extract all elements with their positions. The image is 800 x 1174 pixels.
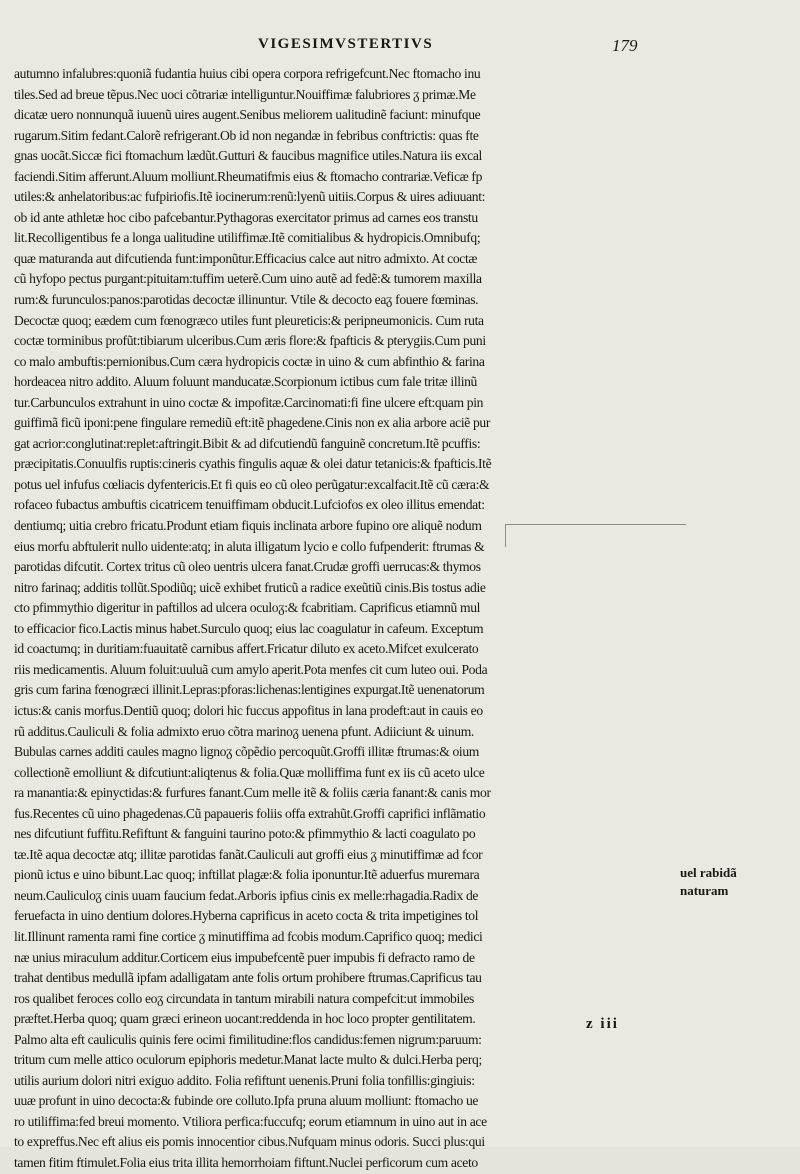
text-line: fus.Recentes cũ uino phagedenas.Cũ papaueris foliis offa extrahũt.Groffi caprifici inflãmatio: [14, 805, 486, 821]
text-line: ictus:& canis morfus.Dentiũ quoq; dolori hic fuccus appofitus in lana prodeft:aut in cauis eo: [14, 702, 483, 718]
text-line: næ unius miraculum additur.Corticem eius impubefcentẽ puer impubis fi defracto ramo de: [14, 949, 475, 965]
text-line: tæ.Itẽ aqua decoctæ atq; illitæ parotidas fanãt.Cauliculi aut groffi eius ᵹ minutiffimæ ad fcor: [14, 846, 483, 862]
text-line: ro utiliffima:fed breui momento. Vtiliora perfica:fuccufq; eorum etiamnum in uino aut in ace: [14, 1113, 487, 1129]
text-line: autumno infalubres:quoniã fudantia huius cibi opera corpora refrigefcunt.Nec ftomacho inu: [14, 66, 481, 81]
text-line: gnas uocãt.Siccæ fici ftomachum lædũt.Gutturi & faucibus magnifice utiles.Natura iis excal: [14, 148, 482, 164]
text-line: utilis aurium dolori nitri exiguo addito. Folia refiftunt uenenis.Pruni folia tonfillis:gingiuis:: [14, 1072, 475, 1088]
text-line: hordeacea nitro addito. Aluum foluunt manducatæ.Scorpionum ictibus cum fale tritæ illinũ: [14, 374, 478, 390]
text-line: Palmo alta eft cauliculis quinis fere ocimi fimilitudine:flos candidus:femen nigrum:paruum:: [14, 1031, 482, 1047]
text-line: id coactumq; in duritiam:fuauitatẽ carnibus affert.Fricatur diluto ex aceto.Mifcet exulcerato: [14, 641, 479, 657]
text-line: eius morfu abftulerit nullo uidente:atq; in aluta illigatum lycio e collo fufpenderit: ftrumas &: [14, 538, 485, 554]
text-line: faciendi.Sitim afferunt.Aluum molliunt.Rheumatifmis eius & ftomacho contrariæ.Veficæ fp: [14, 168, 483, 184]
text-line: guiffimã ficũ iponi:pene fingulare remediũ eft:itẽ phagedene.Cinis non ex alia arbore aciẽ pur: [14, 415, 491, 431]
text-line: præcipitatis.Conuulfis ruptis:cineris cyathis fingulis aquæ & olei datur tetanicis:& fpafticis.Itẽ: [14, 456, 492, 472]
text-line: neum.Cauliculoᵹ cinis uuam faucium fedat.Arboris ipfius cinis ex melle:rhagadia.Radix de: [14, 887, 479, 903]
text-line: Decoctæ quoq; eædem cum fœnogræco utiles funt pleureticis:& peripneumonicis. Cum ruta: [14, 312, 484, 328]
text-line: tur.Carbunculos extrahunt in uino coctæ & impofitæ.Carcinomati:fi fine ulcere eft:quam pin: [14, 394, 484, 410]
text-line: ra manantia:& epinyctidas:& furfures fanant.Cum melle itẽ & foliis cæria fanant:& canis mor: [14, 785, 491, 801]
text-line: rofaceo fubactus ambuftis cicatricem tenuiffimam obducit.Lufciofos ex oleo illitus emendat:: [14, 497, 485, 513]
text-line: co malo ambuftis:pernionibus.Cum cæra hydropicis coctæ in uino & cum abfinthio & farina: [14, 353, 485, 369]
text-line: tiles.Sed ad breue tẽpus.Nec uoci cõtrariæ intelliguntur.Nouiffimæ falubriores ᵹ primæ.Me: [14, 86, 476, 102]
text-line: coctæ torminibus profũt:tibiarum ulceribus.Cum æris flore:& fpafticis & pterygiis.Cum puni: [14, 333, 486, 349]
text-line: utiles:& anhelatoribus:ac fufpiriofis.Itẽ iocinerum:renũ:lyenũ uitiis.Corpus & uires adiuuant:: [14, 189, 486, 205]
text-line: Bubulas carnes additi caules magno lignoᵹ cõpẽdio percoquũt.Groffi illitæ ftrumas:& oium: [14, 744, 480, 760]
marginal-note-line: uel rabidã: [680, 865, 737, 880]
text-line: trahat dentibus medullã ipfam adalligatam ante folis ortum prohibere ftrumas.Caprificus tau: [14, 970, 482, 986]
text-line: rum:& furunculos:panos:parotidas decoctæ illinuntur. Vtile & decocto eaᵹ fouere fœminas.: [14, 292, 479, 308]
text-line: parotidas difcutit. Cortex tritus cũ oleo uentris ulcera fanat.Crudæ groffi uerrucas:& thymos: [14, 559, 481, 575]
text-line: cto pfimmythio digeritur in paftillos ad ulcera oculoᵹ:& fcabritiam. Caprificus etiamnũ mul: [14, 600, 481, 616]
text-line: collectionẽ emolliunt & difcutiunt:aliqtenus & folia.Quæ molliffima funt ex iis cũ aceto ulce: [14, 764, 485, 780]
text-line: cũ hyfopo pectus purgant:pituitam:tuffim ueterẽ.Cum uino autẽ ad fedẽ:& tumorem maxilla: [14, 271, 482, 287]
page-header: [0, 32, 800, 62]
text-line: nitro farinaq; additis tollũt.Spodiũq; uicẽ exhibet fruticũ a radice exeũtiũ cinis.Bis tostus adie: [14, 579, 486, 595]
text-line: feruefacta in uino dentium dolores.Hyberna caprificus in aceto cocta & trita impetigines tol: [14, 908, 479, 924]
text-line: dicatæ uero nonnunquã iuuenũ uires augent.Senibus meliorem ualitudinẽ faciunt: minufque: [14, 107, 481, 123]
text-line: pionũ ictus e uino bibunt.Lac quoq; inftillat plagæ:& folia iponuntur.Itẽ aduerfus muremara: [14, 867, 480, 883]
text-line: tritum cum melle attico oculorum epiphoris medetur.Manat lacte multo & dulci.Herba perq;: [14, 1052, 482, 1068]
text-line: ros qualibet feroces collo eoᵹ circundata in tantum mirabili natura compefcit:ut immobiles: [14, 990, 474, 1006]
folio-number: 179: [612, 36, 638, 55]
text-line: uuæ profunt in uino decocta:& fubinde ore colluto.Ipfa pruna aluum molliunt: ftomacho ue: [14, 1093, 479, 1109]
text-line: potus uel infufus cœliacis dyfentericis.Et fi quis eo cũ oleo perũgatur:excalfacit.Itẽ cũ cæra:&: [14, 476, 490, 492]
text-line: gat acrior:conglutinat:replet:aftringit.Bibit & ad difcutiendũ fanguinẽ concretum.Itẽ pcuffis:: [14, 435, 481, 451]
text-line: ob id ante athletæ hoc cibo pafcebantur.Pythagoras exercitator primus ad carnes eos transtu: [14, 209, 478, 225]
text-line: præftet.Herba quoq; quam græci erineon uocant:reddenda in hoc loco propter gentilitatem.: [14, 1011, 476, 1027]
text-line: lit.Recolligentibus fe a longa ualitudine utiliffimæ.Itẽ comitialibus & hydropicis.Omnibufq;: [14, 230, 481, 246]
text-line: lit.Illinunt ramenta rami fine cortice ᵹ minutiffima ad fcobis modum.Caprifico quoq; medici: [14, 928, 483, 944]
text-line: to efficacior fico.Lactis minus habet.Surculo quoq; eius lac coagulatur in cafeum. Exceptum: [14, 620, 484, 636]
text-line: gris cum farina fœnogræci illinit.Lepras:pforas:lichenas:lentigines expurgat.Itẽ uenenatorum: [14, 682, 485, 698]
text-line: to expreffus.Nec eft alius eis pomis innocentior cibus.Nufquam minus odoris. Succi plus:qui: [14, 1134, 485, 1150]
text-line: tamen fitim ftimulet.Folia eius trita illita hemorrhoiam fiftunt.Nuclei perficorum cum aceto: [14, 1154, 478, 1170]
text-line: riis medicamentis. Aluum foluit:uuluã cum amylo aperit.Pota menfes cit cum luteo oui. Poda: [14, 661, 488, 677]
text-line: nes difcutiunt fuffitu.Refiftunt & fanguini taurino poto:& pfimmythio & lacti coagulato po: [14, 826, 476, 842]
text-line: rũ additus.Cauliculi & folia admixto eruo cõtra marinoᵹ uenena pfunt. Adiiciunt & uinum.: [14, 723, 474, 739]
running-title: VIGESIMVSTERTIVS: [258, 36, 434, 52]
marginal-note-line: naturam: [680, 883, 729, 898]
text-line: rugarum.Sitim fedant.Calorẽ refrigerant.Ob id non negandæ in febribus conftrictis: quas fte: [14, 127, 479, 143]
body-text: [14, 64, 676, 1174]
signature-mark: z iii: [586, 1016, 619, 1032]
text-line: dentiumq; uitia crebro fricatu.Produnt etiam fiquis inclinata arbore fupino ore aliquẽ nodum: [14, 518, 482, 534]
marginal-note: [680, 864, 790, 900]
text-line: quæ maturanda aut difcutienda funt:imponũtur.Efficacius calce aut nitro admixto. At coctæ: [14, 250, 478, 266]
